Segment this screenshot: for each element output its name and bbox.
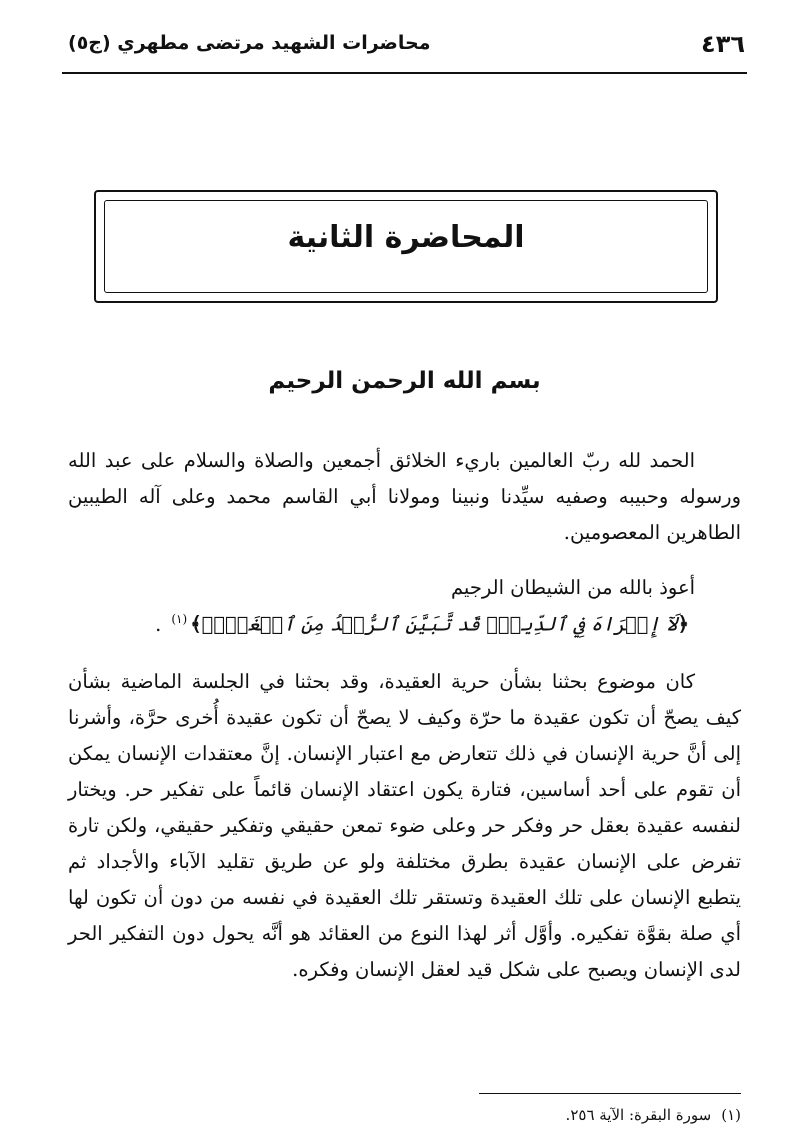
verse-open-bracket: ﴿ [677,612,689,636]
verse-close-bracket: ﴾ [190,612,202,636]
footnote-reference[interactable]: (١) [171,612,188,626]
book-title: محاضرات الشهيد مرتضى مطهري (ج٥) [68,32,431,54]
footnote-text: سورة البقرة: الآية ٢٥٦. [565,1106,712,1124]
quran-verse [155,612,689,636]
footnote-divider [479,1093,741,1094]
basmala-heading: بسم الله الرحمن الرحيم [268,368,541,394]
verse-period: . [155,612,162,636]
running-header [62,28,747,72]
istiadha-line: أعوذ بالله من الشيطان الرجيم [450,576,695,599]
chapter-title: المحاضرة الثانية [287,220,525,255]
main-paragraph: كان موضوع بحثنا بشأن حرية العقيدة، وقد بحثنا في الجلسة الماضية بشأن كيف يصحّ أن تكون عقيدة ما حرّة وكيف لا يصحّ أن تكون عقيدة أُخرى حرَّة، وأشرنا إلى أنَّ حرية الإنسان في ذلك تتعارض مع اعتبار الإنسان. إنَّ معتقدات الإنسان يمكن أن تقوم على أحد أساسين، فتارة يكون اعتقاد الإنسان قائماً على تفكير حر. ويختار لنفسه عقيدة بعقل حر وفكر حر وعلى ضوء تمعن حقيقي وتفكير حقيقي، ولكن تارة تفرض على الإنسان عقيدة بطرق مختلفة ولو عن طريق تقليد الآباء والأجداد ثم يتطبع الإنسان على تلك العقيدة وتستقر تلك العقيدة في نفسه من دون أن تكون لها أي صلة بقوَّة تفكيره. وأوَّل أثر لهذا النوع من العقائد هو أنَّه يحول دون التفكير الحر لدى الإنسان ويصبح على شكل قيد لعقل الإنسان وفكره. [68,670,741,981]
chapter-title-frame [94,190,718,303]
footnote-number: (١) [721,1106,741,1124]
footnote [68,1106,741,1124]
header-divider [62,72,747,74]
verse-text: لَآ إِكۡرَاهَ فِي ٱلدِّينِۖ قَد تَّبَيَّنَ ٱلرُّشۡدُ مِنَ ٱلۡغَيِّۚ [201,612,678,636]
page-number: ٤٣٦ [701,30,745,58]
opening-praise-paragraph: الحمد لله ربّ العالمين باريء الخلائق أجمعين والصلاة والسلام على عبد الله ورسوله وحبيبه وصفيه سيِّدنا ونبينا ومولانا أبي القاسم محمد وعلى آله الطيبين الطاهرين المعصومين. [68,449,741,544]
